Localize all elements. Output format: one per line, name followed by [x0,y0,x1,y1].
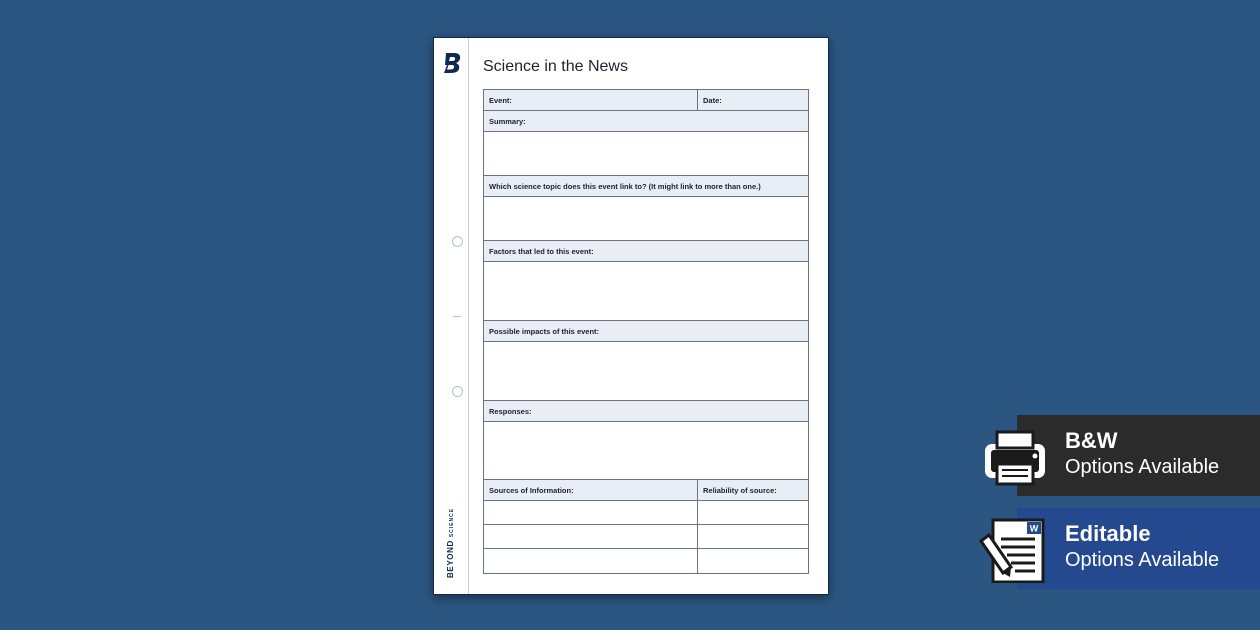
topic-answer-area[interactable] [484,197,808,241]
responses-header [484,401,808,422]
responses-label: Responses: [489,407,532,416]
source-cell[interactable] [484,525,698,548]
impacts-header [484,321,808,342]
reliability-cell[interactable] [698,549,808,573]
center-mark [453,316,461,317]
bw-options-badge [1017,415,1260,496]
binding-margin-line [468,38,469,594]
sources-grid [484,501,808,573]
worksheet-form [483,89,809,574]
beyond-logo-icon [442,52,462,74]
worksheet-preview [433,37,829,595]
editable-badge-title: Editable [1065,521,1151,546]
impacts-answer-area[interactable] [484,342,808,401]
impacts-label: Possible impacts of this event: [489,327,600,336]
responses-answer-area[interactable] [484,422,808,480]
word-document-edit-icon [977,517,1053,583]
bw-badge-title: B&W [1065,428,1118,453]
summary-answer-area[interactable] [484,132,808,176]
sources-header [484,480,808,501]
topic-header [484,176,808,197]
factors-label: Factors that led to this event: [489,247,594,256]
factors-answer-area[interactable] [484,262,808,321]
event-date-row [484,90,808,111]
editable-badge-subtitle: Options Available [1065,549,1220,571]
summary-label: Summary: [489,117,526,126]
source-row [484,525,808,549]
source-cell[interactable] [484,549,698,573]
punch-hole-top [452,236,463,247]
source-row [484,501,808,525]
reliability-cell[interactable] [698,501,808,524]
sources-label: Sources of Information: [484,480,698,500]
event-label: Event: [484,90,698,110]
bw-badge-subtitle: Options Available [1065,456,1220,478]
brand-name: BEYOND [446,540,455,578]
source-row [484,549,808,573]
source-cell[interactable] [484,501,698,524]
worksheet-title: Science in the News [483,58,628,75]
brand-wordmark [446,508,455,578]
summary-header [484,111,808,132]
topic-label: Which science topic does this event link to? (It might link to more than one.) [489,182,761,191]
factors-header [484,241,808,262]
printer-icon [977,424,1053,490]
punch-hole-bottom [452,386,463,397]
date-label: Date: [703,96,722,105]
reliability-label: Reliability of source: [703,486,777,495]
svg-text:W: W [1029,523,1039,534]
brand-sub: SCIENCE [449,507,455,538]
editable-options-badge [1017,508,1260,589]
reliability-cell[interactable] [698,525,808,548]
